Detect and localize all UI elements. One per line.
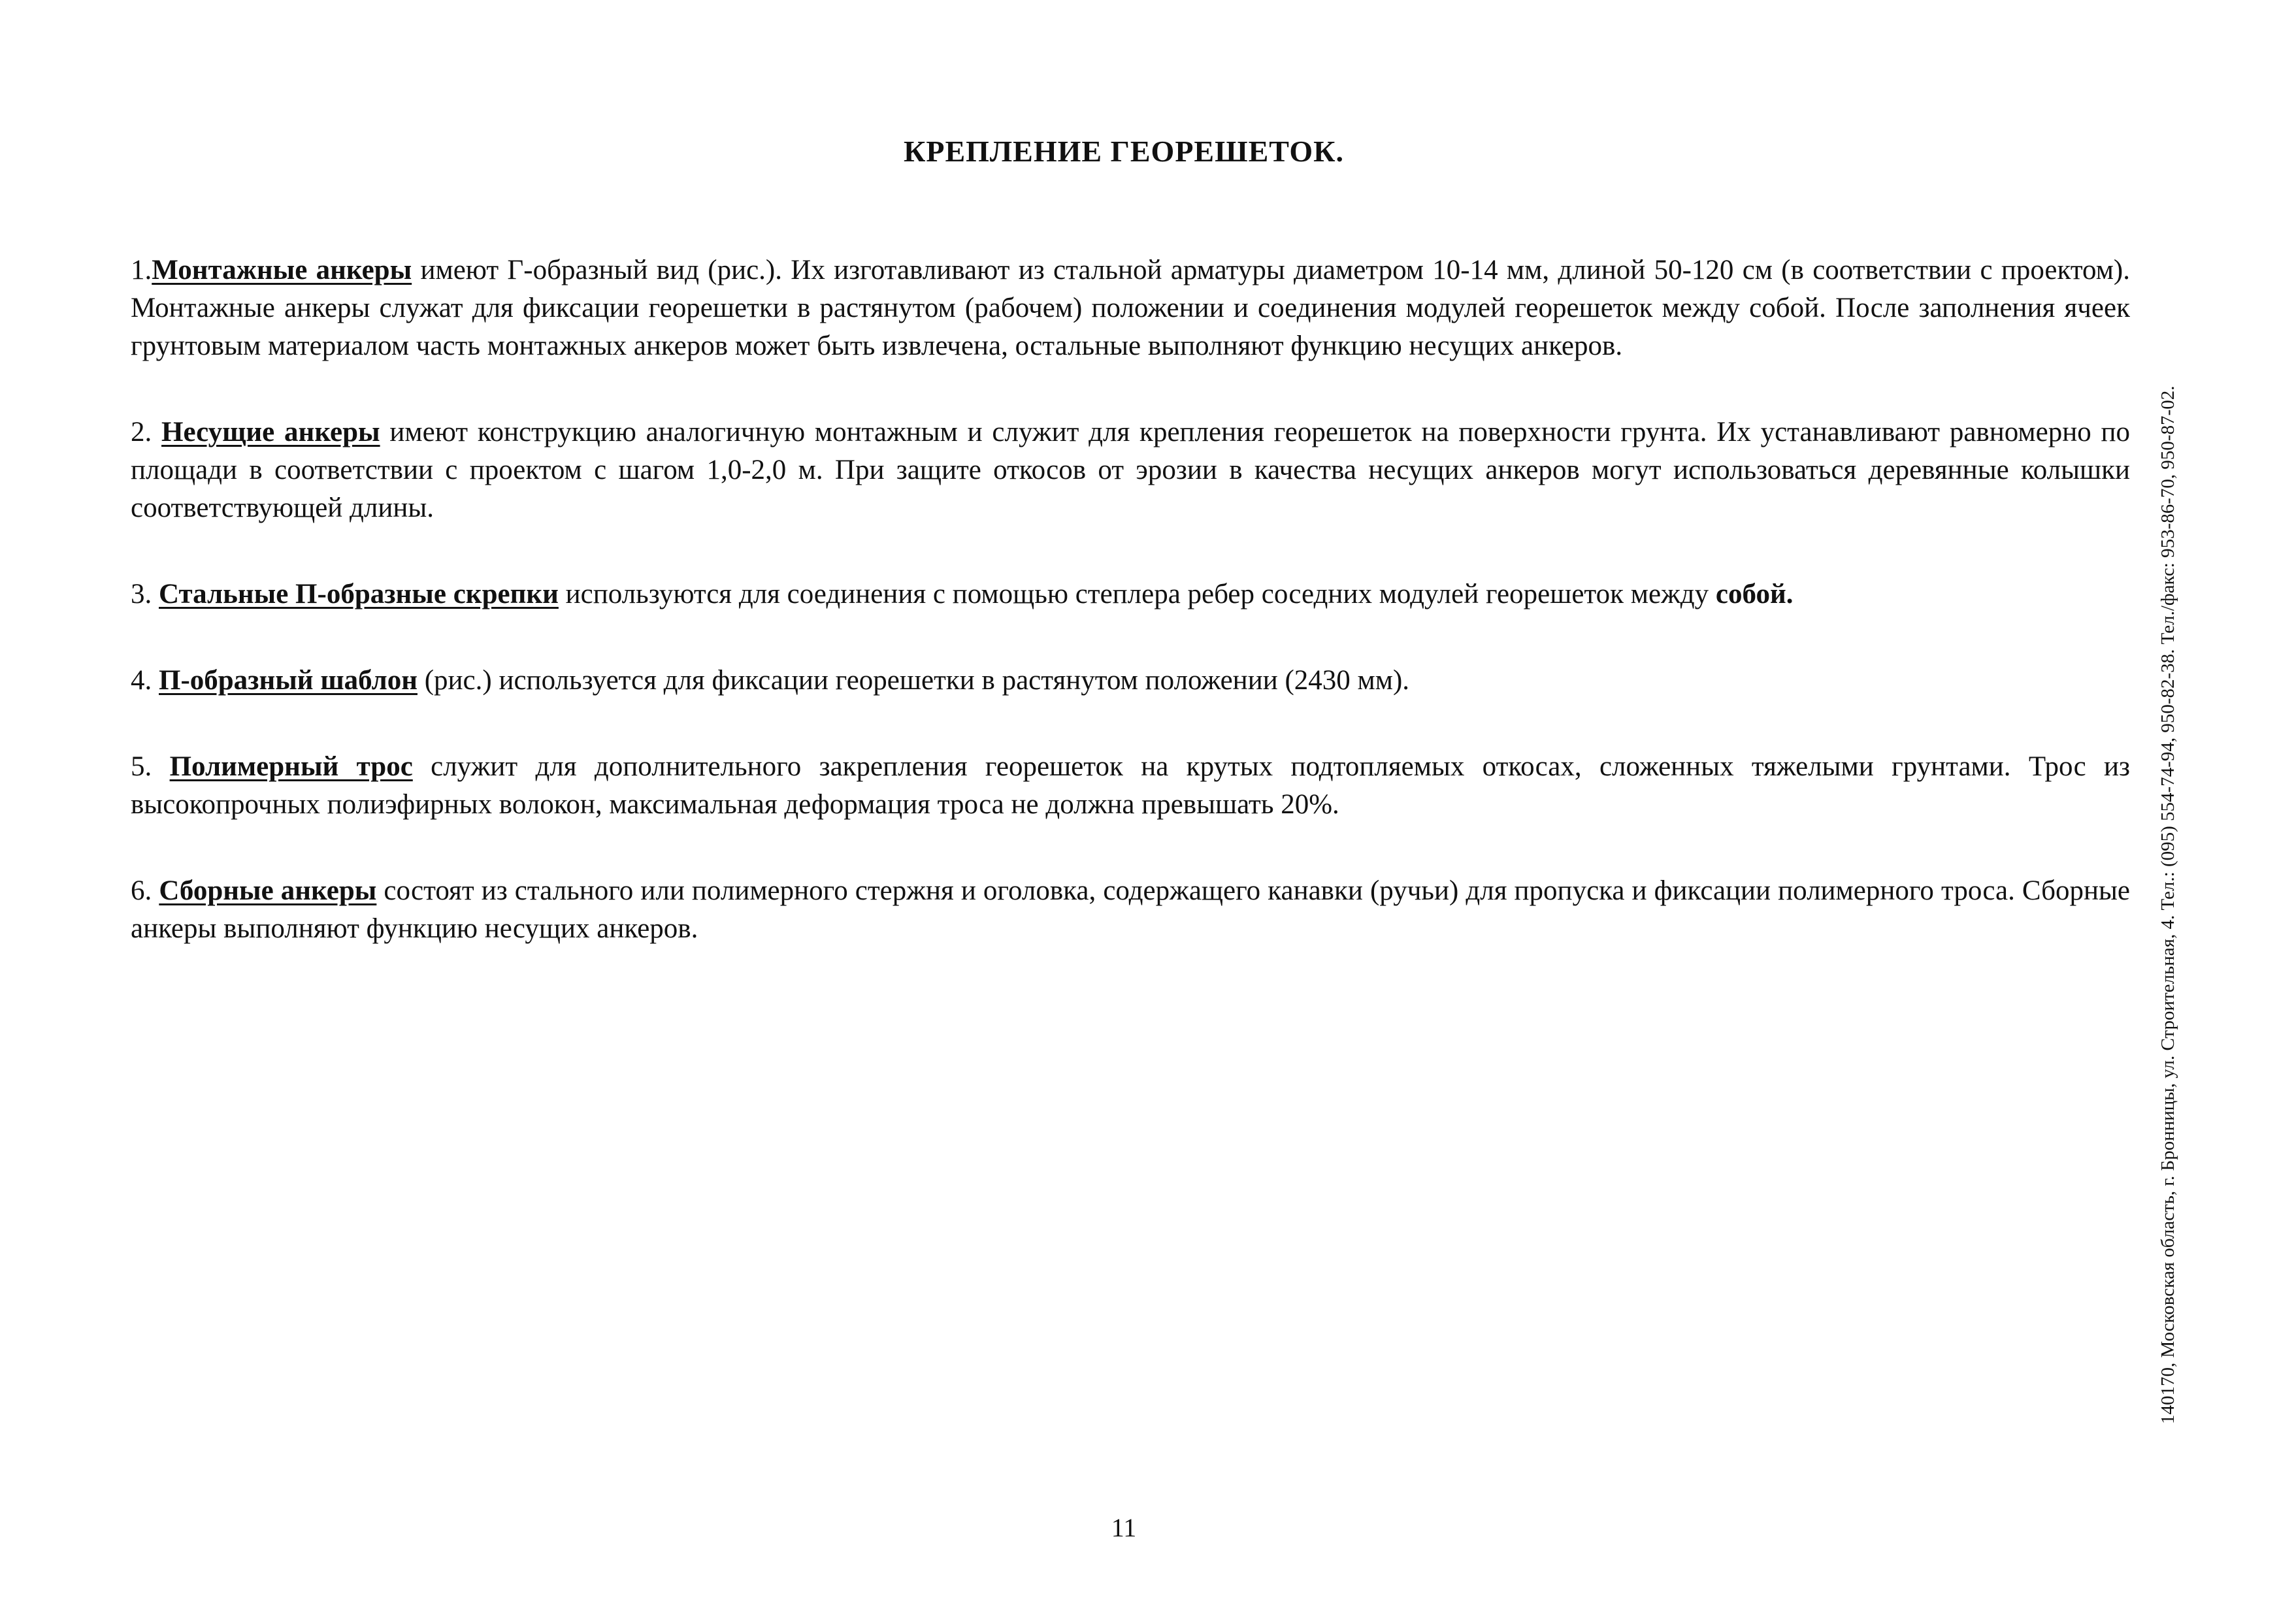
paragraph-term: Монтажные анкеры: [152, 255, 412, 285]
paragraph-term: Сборные анкеры: [159, 875, 377, 906]
side-address: 140170, Московская область, г. Бронницы, ул. Строительная, 4. Тел.: (095) 554-74-94, 950-82-38. Тел./факс: 953-86-70, 950-87-02.: [2157, 385, 2178, 1424]
paragraph-emphasis: собой.: [1715, 579, 1794, 609]
paragraph-3: [131, 576, 2130, 613]
paragraph-1: [131, 252, 2130, 365]
paragraph-number: 1.: [131, 255, 152, 285]
paragraph-4: [131, 662, 2130, 700]
paragraph-2: [131, 414, 2130, 527]
paragraph-text: состоят из стального или полимерного стержня и оголовка, содержащего канавки (ручьи) для пропуска и фиксации полимерного троса. Сборные анкеры выполняют функцию несущих анкеров.: [131, 875, 2130, 944]
paragraph-text: имеют Г-образный вид (рис.). Их изготавливают из стальной арматуры диаметром 10-14 мм, длиной 50-120 см (в соответствии с проектом). Монтажные анкеры служат для фиксации георешетки в растянутом (рабочем) положении и соединения модулей георешеток между собой. После заполнения ячеек грунтовым материалом часть монтажных анкеров может быть извлечена, остальные выполняют функцию несущих анкеров.: [131, 255, 2131, 361]
paragraph-6: [131, 872, 2130, 948]
paragraph-text: (рис.) используется для фиксации георешетки в растянутом положении (2430 мм).: [417, 665, 1410, 696]
document-body: [131, 252, 2130, 996]
paragraph-term: Стальные П-образные скрепки: [159, 579, 559, 609]
page-title: КРЕПЛЕНИЕ ГЕОРЕШЕТОК.: [903, 135, 1345, 168]
paragraph-number: 4.: [131, 665, 159, 696]
page-number: 11: [1111, 1513, 1137, 1542]
paragraph-text: используются для соединения с помощью степлера ребер соседних модулей георешеток между: [558, 579, 1716, 609]
paragraph-text: имеют конструкцию аналогичную монтажным и служит для крепления георешеток на поверхности грунта. Их устанавливают равномерно по площади в соответствии с проектом с шагом 1,0-2,0 м. При защите откосов от эрозии в качества несущих анкеров могут использоваться деревянные колышки соответствующей длины.: [131, 417, 2131, 523]
paragraph-number: 6.: [131, 875, 159, 906]
paragraph-text: служит для дополнительного закрепления георешеток на крутых подтопляемых откосах, сложенных тяжелыми грунтами. Трос из высокопрочных полиэфирных волокон, максимальная деформация троса не должна превышать 20%.: [131, 751, 2130, 820]
paragraph-term: Полимерный трос: [169, 751, 413, 782]
paragraph-5: [131, 748, 2130, 824]
paragraph-number: 5.: [131, 751, 170, 782]
paragraph-number: 3.: [131, 579, 159, 609]
paragraph-number: 2.: [131, 417, 162, 447]
paragraph-term: Несущие анкеры: [161, 417, 380, 447]
paragraph-term: П-образный шаблон: [159, 665, 418, 696]
